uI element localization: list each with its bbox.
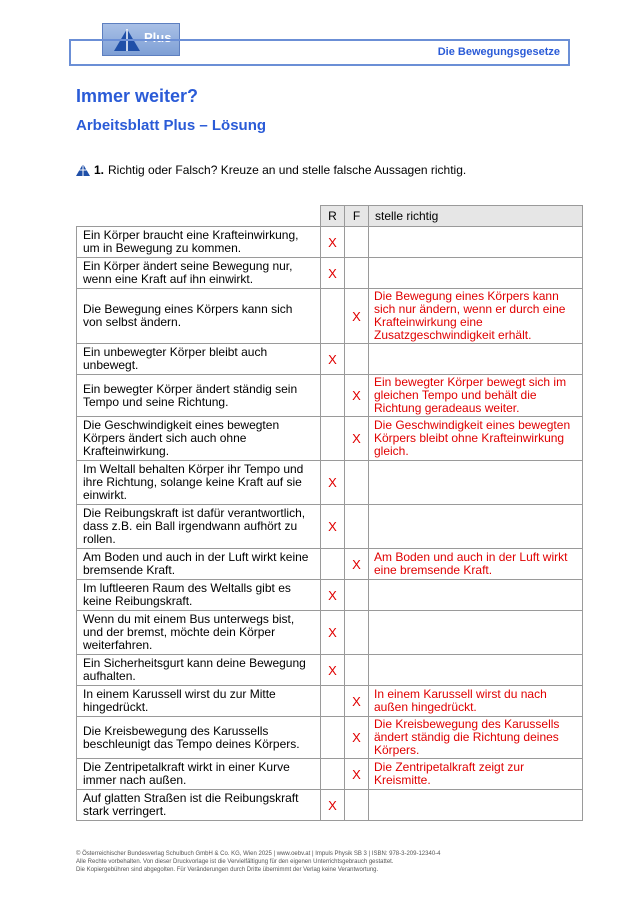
richtig-mark: X: [321, 790, 345, 821]
correction-cell: [369, 655, 583, 686]
task-instruction: [76, 163, 466, 177]
correction-cell: [369, 790, 583, 821]
richtig-mark: X: [321, 461, 345, 505]
table-row: [77, 611, 583, 655]
richtig-mark: [321, 289, 345, 344]
footer-line: Die Kopiergebühren sind abgegolten. Für Veränderungen durch Dritte übernimmt der Verlag keine Verantwortung.: [76, 867, 379, 873]
falsch-mark: [345, 258, 369, 289]
statement-cell: Ein Körper ändert seine Bewegung nur, wenn eine Kraft auf ihn einwirkt.: [77, 258, 321, 289]
triangle-marker-icon: [76, 164, 90, 176]
correction-cell: In einem Karussell wirst du nach außen hingedrückt.: [369, 686, 583, 717]
richtig-mark: X: [321, 655, 345, 686]
richtig-mark: [321, 549, 345, 580]
falsch-mark: [345, 790, 369, 821]
falsch-mark: [345, 611, 369, 655]
header-correction: stelle richtig: [369, 206, 583, 227]
richtig-mark: [321, 375, 345, 417]
table-header-row: [77, 206, 583, 227]
falsch-mark: X: [345, 417, 369, 461]
correction-cell: Die Zentripetalkraft zeigt zur Kreismitte.: [369, 759, 583, 790]
header-bar: [69, 39, 570, 66]
richtig-mark: X: [321, 580, 345, 611]
table-row: [77, 655, 583, 686]
correction-cell: Die Kreisbewegung des Karussells ändert ständig die Richtung deines Körpers.: [369, 717, 583, 759]
richtig-mark: [321, 686, 345, 717]
table-row: [77, 227, 583, 258]
table-row: [77, 344, 583, 375]
statement-cell: Die Geschwindigkeit eines bewegten Körpers ändert sich auch ohne Krafteinwirkung.: [77, 417, 321, 461]
statement-cell: Die Zentripetalkraft wirkt in einer Kurve immer nach außen.: [77, 759, 321, 790]
footer-line: © Österreichischer Bundesverlag Schulbuch GmbH & Co. KG, Wien 2025 | www.oebv.at | Impuls Physik SB 3 | ISBN: 978-3-209-12340-4: [76, 851, 441, 857]
correction-cell: [369, 344, 583, 375]
richtig-mark: [321, 717, 345, 759]
table-row: [77, 549, 583, 580]
falsch-mark: X: [345, 717, 369, 759]
statement-cell: Die Reibungskraft ist dafür verantwortlich, dass z.B. ein Ball irgendwann aufhört zu rollen.: [77, 505, 321, 549]
table-row: [77, 686, 583, 717]
correction-cell: [369, 258, 583, 289]
table-row: [77, 790, 583, 821]
statement-cell: Ein Sicherheitsgurt kann deine Bewegung aufhalten.: [77, 655, 321, 686]
table-row: [77, 461, 583, 505]
statement-cell: Im Weltall behalten Körper ihr Tempo und ihre Richtung, solange keine Kraft auf sie einwirkt.: [77, 461, 321, 505]
falsch-mark: X: [345, 289, 369, 344]
header-f: F: [345, 206, 369, 227]
table-row: [77, 258, 583, 289]
richtig-mark: X: [321, 258, 345, 289]
richtig-mark: X: [321, 227, 345, 258]
correction-cell: [369, 461, 583, 505]
falsch-mark: [345, 227, 369, 258]
statement-cell: In einem Karussell wirst du zur Mitte hingedrückt.: [77, 686, 321, 717]
correction-cell: [369, 227, 583, 258]
richtig-mark: X: [321, 344, 345, 375]
falsch-mark: X: [345, 549, 369, 580]
falsch-mark: [345, 461, 369, 505]
correction-cell: Die Bewegung eines Körpers kann sich nur ändern, wenn er durch eine Krafteinwirkung eine Zusatzgeschwindigkeit erhält.: [369, 289, 583, 344]
statement-cell: Am Boden und auch in der Luft wirkt keine bremsende Kraft.: [77, 549, 321, 580]
table-row: [77, 375, 583, 417]
statement-cell: Die Bewegung eines Körpers kann sich von selbst ändern.: [77, 289, 321, 344]
table-row: [77, 417, 583, 461]
statement-cell: Im luftleeren Raum des Weltalls gibt es keine Reibungskraft.: [77, 580, 321, 611]
header-r: R: [321, 206, 345, 227]
task-text: Richtig oder Falsch? Kreuze an und stelle falsche Aussagen richtig.: [108, 163, 467, 177]
falsch-mark: [345, 655, 369, 686]
falsch-mark: [345, 344, 369, 375]
table-row: [77, 717, 583, 759]
falsch-mark: X: [345, 759, 369, 790]
statement-cell: Ein Körper braucht eine Krafteinwirkung, um in Bewegung zu kommen.: [77, 227, 321, 258]
falsch-mark: X: [345, 686, 369, 717]
richtig-mark: X: [321, 505, 345, 549]
statement-cell: Wenn du mit einem Bus unterwegs bist, und der bremst, möchte dein Körper weiterfahren.: [77, 611, 321, 655]
footer-line: Alle Rechte vorbehalten. Von dieser Druckvorlage ist die Vervielfältigung für den eigenen Unterrichtsgebrauch gestattet.: [76, 859, 394, 865]
richtig-mark: [321, 417, 345, 461]
correction-cell: [369, 580, 583, 611]
falsch-mark: [345, 580, 369, 611]
correction-cell: Ein bewegter Körper bewegt sich im gleichen Tempo und behält die Richtung geradeaus weiter.: [369, 375, 583, 417]
table-row: [77, 580, 583, 611]
correction-cell: [369, 611, 583, 655]
falsch-mark: X: [345, 375, 369, 417]
header-statement: [77, 206, 321, 227]
logo-label: Plus: [144, 30, 172, 45]
correction-cell: Die Geschwindigkeit eines bewegten Körpers bleibt ohne Krafteinwirkung gleich.: [369, 417, 583, 461]
statement-cell: Ein bewegter Körper ändert ständig sein Tempo und seine Richtung.: [77, 375, 321, 417]
richtig-mark: [321, 759, 345, 790]
richtig-mark: X: [321, 611, 345, 655]
footer: [76, 850, 576, 874]
section-title: Die Bewegungsgesetze: [437, 46, 560, 58]
task-number: 1.: [94, 163, 105, 177]
correction-cell: Am Boden und auch in der Luft wirkt eine bremsende Kraft.: [369, 549, 583, 580]
statement-cell: Ein unbewegter Körper bleibt auch unbewegt.: [77, 344, 321, 375]
falsch-mark: [345, 505, 369, 549]
table-row: [77, 759, 583, 790]
statement-cell: Die Kreisbewegung des Karussells beschleunigt das Tempo deines Körpers.: [77, 717, 321, 759]
correction-cell: [369, 505, 583, 549]
statement-cell: Auf glatten Straßen ist die Reibungskraft stark verringert.: [77, 790, 321, 821]
answer-table: [76, 205, 583, 821]
page-subtitle: Arbeitsblatt Plus – Lösung: [76, 117, 267, 134]
page-title: Immer weiter?: [76, 86, 199, 106]
table-row: [77, 505, 583, 549]
table-row: [77, 289, 583, 344]
